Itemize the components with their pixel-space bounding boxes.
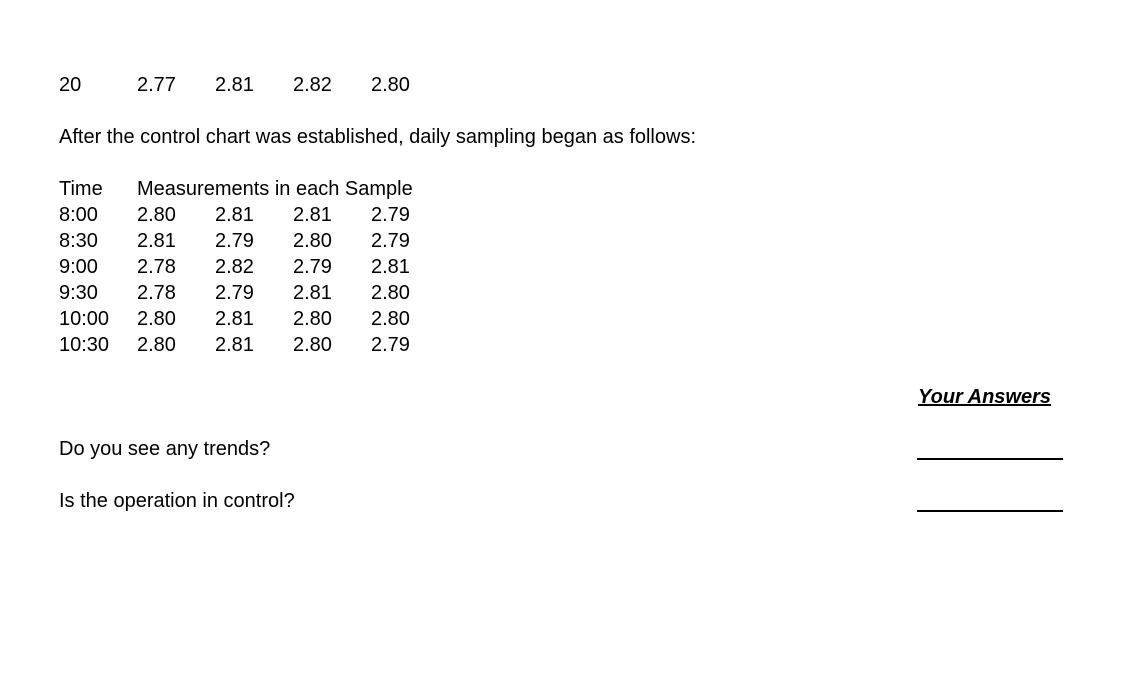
measurement-cell: 2.81	[371, 256, 410, 278]
measurement-cell: 2.82	[215, 256, 254, 278]
measurement-cell: 2.80	[293, 230, 332, 252]
measurement-value: 2.81	[215, 74, 254, 96]
question-trends: Do you see any trends?	[59, 438, 271, 460]
measurement-cell: 2.80	[371, 282, 410, 304]
time-cell: 10:00	[59, 308, 110, 330]
measurement-cell: 2.79	[371, 334, 410, 356]
measurement-value: 2.80	[371, 74, 410, 96]
measurement-value: 2.82	[293, 74, 332, 96]
measurement-cell: 2.80	[371, 308, 410, 330]
time-cell: 9:00	[59, 256, 98, 278]
measurement-cell: 2.79	[371, 204, 410, 226]
measurement-cell: 2.79	[293, 256, 332, 278]
measurement-cell: 2.81	[215, 204, 254, 226]
measurement-value: 2.77	[137, 74, 176, 96]
time-cell: 10:30	[59, 334, 110, 356]
measurement-cell: 2.78	[137, 282, 176, 304]
time-column-header: Time	[59, 178, 103, 200]
in-control-answer-blank[interactable]	[917, 510, 1063, 512]
measurement-cell: 2.80	[137, 204, 176, 226]
measurement-cell: 2.81	[215, 308, 254, 330]
measurement-cell: 2.79	[215, 230, 254, 252]
measurement-cell: 2.81	[293, 282, 332, 304]
time-cell: 9:30	[59, 282, 98, 304]
measurement-cell: 2.81	[137, 230, 176, 252]
measurement-cell: 2.80	[293, 334, 332, 356]
intro-sentence: After the control chart was established, daily sampling began as follows:	[59, 126, 697, 148]
measurement-cell: 2.80	[137, 308, 176, 330]
question-in-control: Is the operation in control?	[59, 490, 295, 512]
sample-number: 20	[59, 74, 82, 96]
your-answers-heading: Your Answers	[918, 386, 1051, 408]
measurement-cell: 2.81	[293, 204, 332, 226]
time-cell: 8:30	[59, 230, 98, 252]
measurements-column-header: Measurements in each Sample	[137, 178, 413, 200]
trends-answer-blank[interactable]	[917, 458, 1063, 460]
measurement-cell: 2.81	[215, 334, 254, 356]
time-cell: 8:00	[59, 204, 98, 226]
measurement-cell: 2.79	[215, 282, 254, 304]
measurement-cell: 2.78	[137, 256, 176, 278]
measurement-cell: 2.79	[371, 230, 410, 252]
measurement-cell: 2.80	[137, 334, 176, 356]
measurement-cell: 2.80	[293, 308, 332, 330]
